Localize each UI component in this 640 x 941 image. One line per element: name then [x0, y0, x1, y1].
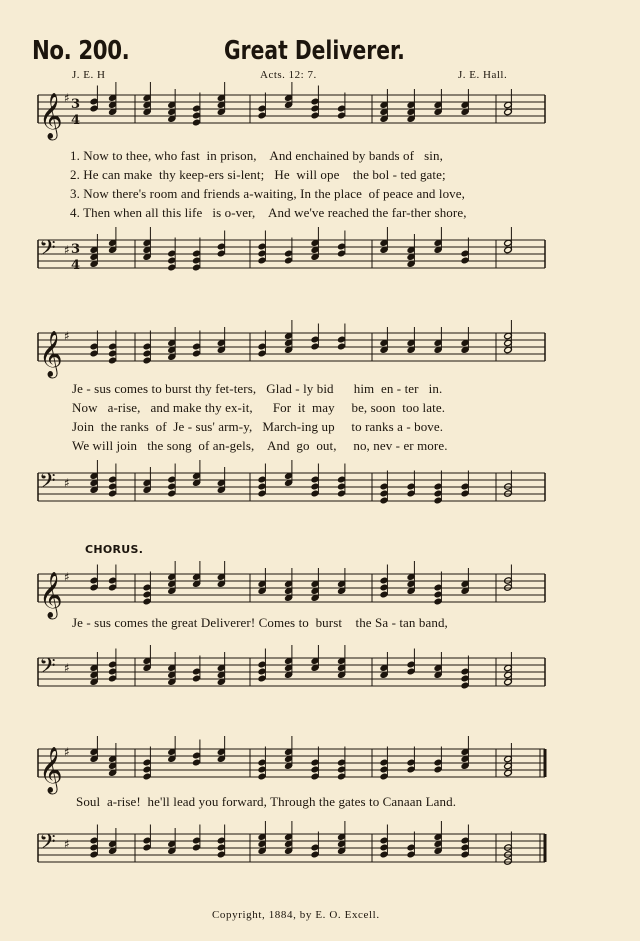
- bass-clef-icon: 𝄢: [39, 236, 56, 266]
- verse-line: 1. Now to thee, who fast in prison, And enchained by bands of sin,: [70, 148, 443, 163]
- verse-line: 4. Then when all this life is o-ver, And we've reached the far-ther shore,: [70, 205, 467, 220]
- treble-staff: [0, 741, 640, 801]
- treble-clef-icon: 𝄞: [39, 572, 63, 618]
- verse-line: Join the ranks of Je - sus' arm-y, March-ing up to ranks a - bove.: [72, 419, 444, 434]
- hymn-title: Great Deliverer.: [224, 36, 405, 66]
- time-signature-bottom: 4: [71, 113, 81, 128]
- verse-line: We will join the song of an-gels, And go out, no, nev - er more.: [72, 438, 448, 453]
- treble-staff: [0, 87, 640, 147]
- words-credit: J. E. H: [72, 69, 106, 81]
- verse-line: 3. Now there's room and friends a-waiting, In the place of peace and love,: [70, 186, 466, 201]
- key-signature-icon: ♯: [64, 837, 70, 851]
- treble-clef-icon: 𝄞: [39, 93, 63, 139]
- time-signature-bottom: 4: [71, 258, 81, 273]
- time-signature-top: 3: [71, 97, 81, 112]
- key-signature-icon: ♯: [64, 570, 70, 584]
- key-signature-icon: ♯: [64, 91, 70, 105]
- bass-staff: [0, 650, 640, 710]
- time-signature-top: 3: [71, 242, 81, 257]
- verse-line: 2. He can make thy keep-ers si-lent; He will ope the bol - ted gate;: [70, 167, 446, 182]
- bass-staff: [0, 232, 640, 292]
- treble-clef-icon: 𝄞: [39, 747, 63, 793]
- verse-line: Je - sus comes to burst thy fet-ters, Glad - ly bid him en - ter in.: [72, 381, 443, 396]
- bass-clef-icon: 𝄢: [39, 654, 56, 684]
- bass-staff: [0, 465, 640, 525]
- key-signature-icon: ♯: [64, 661, 70, 675]
- bass-clef-icon: 𝄢: [39, 469, 56, 499]
- key-signature-icon: ♯: [64, 243, 70, 257]
- key-signature-icon: ♯: [64, 476, 70, 490]
- key-signature-icon: ♯: [64, 745, 70, 759]
- chorus-label: CHORUS.: [85, 543, 144, 556]
- verse-line: Now a-rise, and make thy ex-it, For it may be, soon too late.: [72, 400, 446, 415]
- scripture-reference: Acts. 12: 7.: [260, 69, 317, 81]
- copyright-notice: Copyright, 1884, by E. O. Excell.: [212, 909, 380, 921]
- chorus-line: Soul a-rise! he'll lead you forward, Through the gates to Canaan Land.: [76, 794, 457, 809]
- bass-staff: [0, 826, 640, 886]
- hymn-number: No. 200.: [32, 36, 130, 66]
- bass-clef-icon: 𝄢: [39, 830, 56, 860]
- key-signature-icon: ♯: [64, 329, 70, 343]
- chorus-line: Je - sus comes the great Deliverer! Comes to burst the Sa - tan band,: [72, 615, 448, 630]
- treble-staff: [0, 325, 640, 385]
- treble-clef-icon: 𝄞: [39, 331, 63, 377]
- music-credit: J. E. Hall.: [458, 69, 508, 81]
